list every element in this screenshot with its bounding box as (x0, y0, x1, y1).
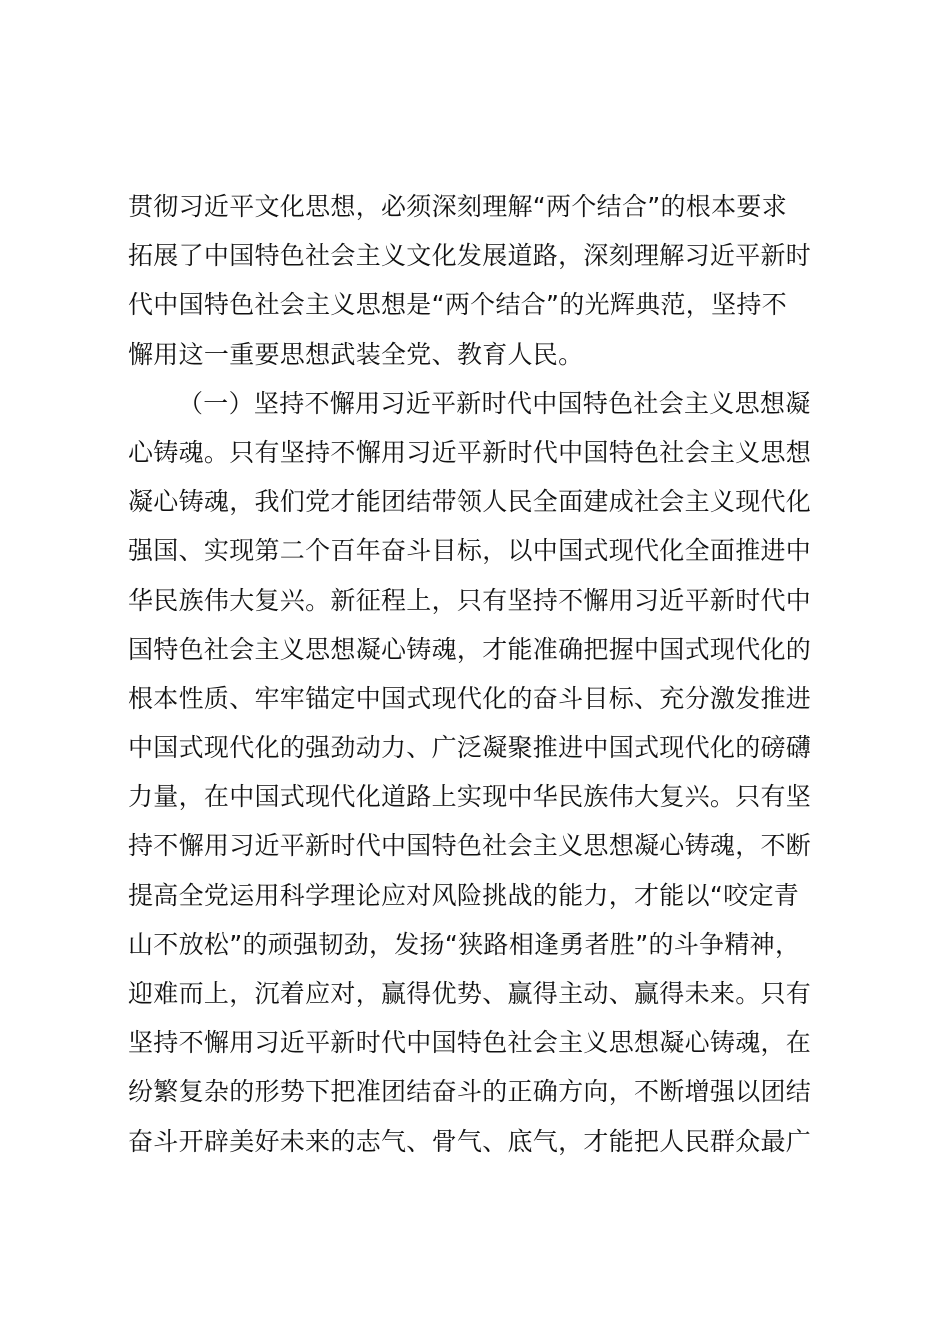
text-line: 根本性质、牢牢锚定中国式现代化的奋斗目标、充分激发推进 (128, 683, 812, 713)
text-line: 华民族伟大复兴。新征程上，只有坚持不懈用习近平新时代中 (128, 585, 812, 615)
text-line: 懈用这一重要思想武装全党、教育人民。 (128, 339, 584, 369)
text-line: 代中国特色社会主义思想是“两个结合”的光辉典范，坚持不 (128, 290, 788, 320)
text-line: 拓展了中国特色社会主义文化发展道路，深刻理解习近平新时 (128, 241, 812, 271)
text-line: 迎难而上，沉着应对，赢得优势、赢得主动、赢得未来。只有 (128, 979, 812, 1008)
text-line: 中国式现代化的强劲动力、广泛凝聚推进中国式现代化的磅礴 (128, 733, 812, 763)
text-line: 力量，在中国式现代化道路上实现中华民族伟大复兴。只有坚 (128, 782, 812, 812)
text-line: 提高全党运用科学理论应对风险挑战的能力，才能以“咬定青 (128, 880, 800, 910)
text-line: 奋斗开辟美好未来的志气、骨气、底气，才能把人民群众最广 (128, 1126, 812, 1156)
text-line: 贯彻习近平文化思想，必须深刻理解“两个结合”的根本要求 (128, 192, 788, 221)
text-line: 山不放松”的顽强韧劲，发扬“狭路相逢勇者胜”的斗争精神， (128, 929, 801, 959)
text-line: 纷繁复杂的形势下把准团结奋斗的正确方向，不断增强以团结 (128, 1077, 812, 1107)
body-text (128, 182, 838, 1166)
section-heading-line: （一）坚持不懈用习近平新时代中国特色社会主义思想凝 (178, 388, 811, 418)
text-line: 心铸魂。只有坚持不懈用习近平新时代中国特色社会主义思想 (128, 437, 812, 467)
text-line: 持不懈用习近平新时代中国特色社会主义思想凝心铸魂，不断 (128, 831, 812, 861)
text-line: 国特色社会主义思想凝心铸魂，才能准确把握中国式现代化的 (128, 634, 812, 664)
text-line: 强国、实现第二个百年奋斗目标，以中国式现代化全面推进中 (128, 536, 812, 566)
text-line: 坚持不懈用习近平新时代中国特色社会主义思想凝心铸魂，在 (128, 1028, 812, 1058)
text-line: 凝心铸魂，我们党才能团结带领人民全面建成社会主义现代化 (128, 487, 812, 517)
